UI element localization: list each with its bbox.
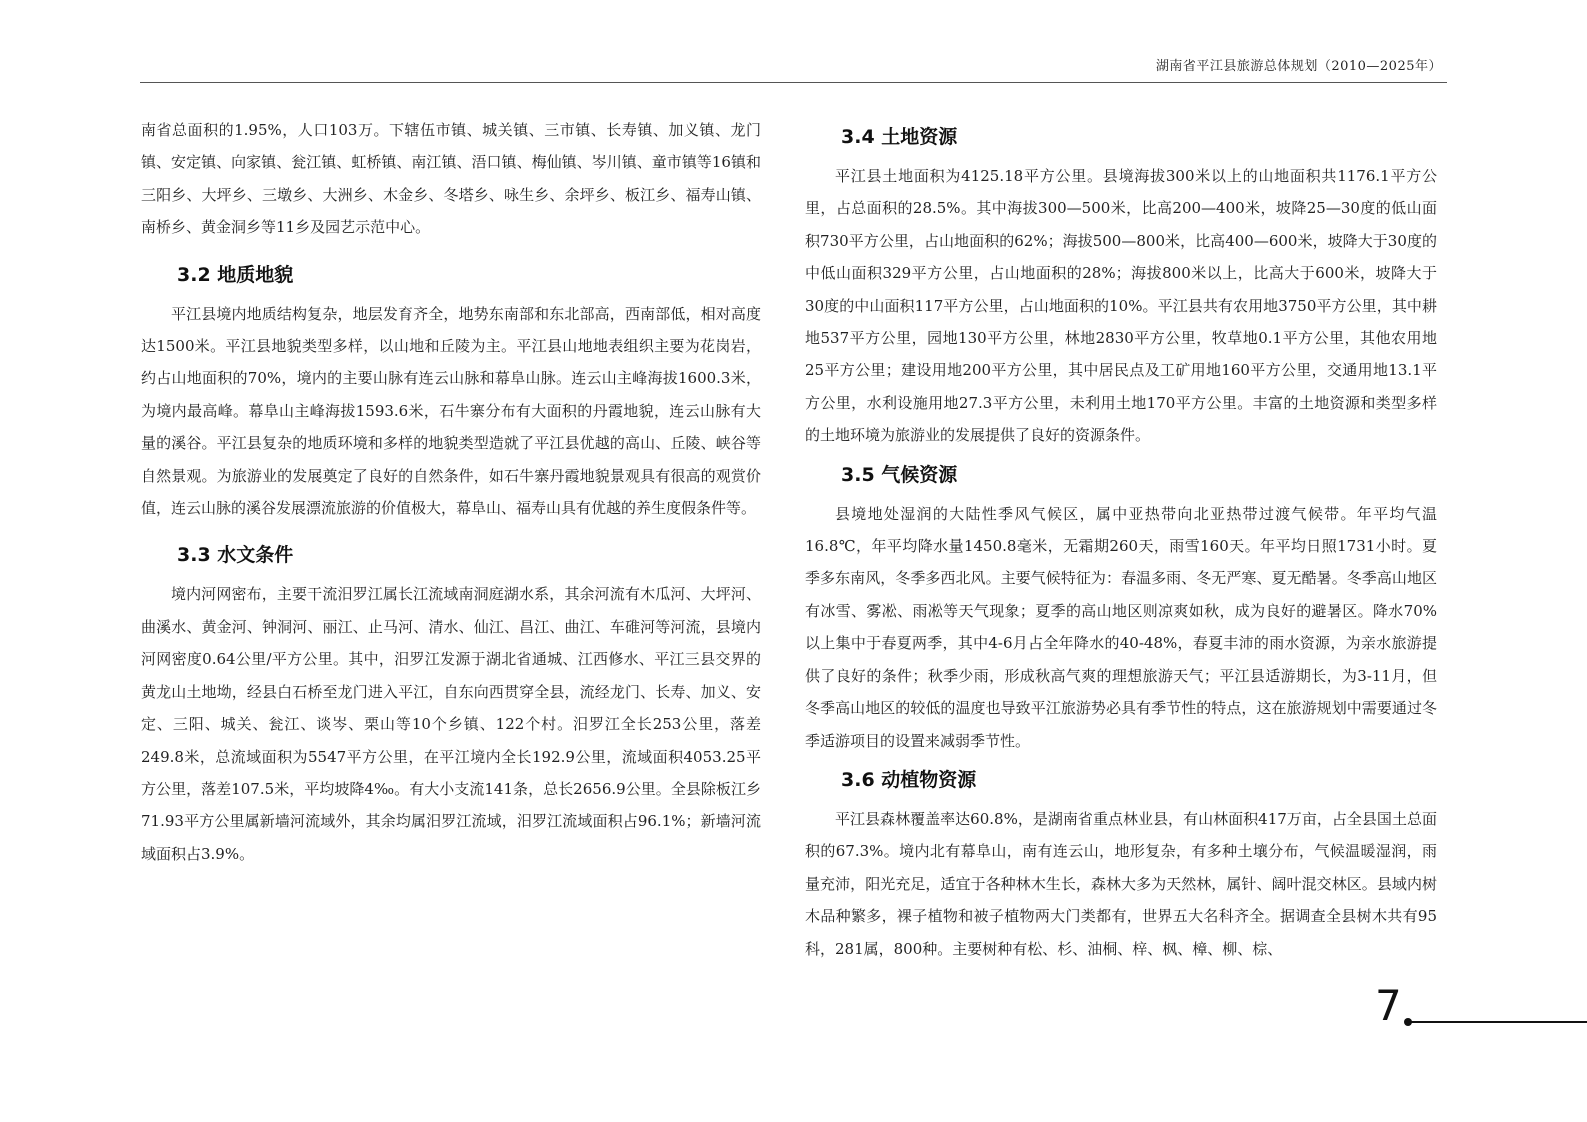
intro-paragraph: 南省总面积的1.95%，人口103万。下辖伍市镇、城关镇、三市镇、长寿镇、加义镇、龙门镇、安定镇、向家镇、瓮江镇、虹桥镇、南江镇、浯口镇、梅仙镇、岑川镇、童市镇等16镇和三阳乡、大坪乡、三墩乡、大洲乡、木金乡、冬塔乡、咏生乡、余坪乡、板江乡、福寿山镇、南桥乡、黄金洞乡等11乡及园艺示范中心。 [141, 121, 761, 237]
right-column [805, 114, 1437, 965]
section-heading-3-4: 3.4 土地资源 [841, 126, 958, 148]
section-paragraph-3-4: 平江县土地面积为4125.18平方公里。县境海拔300米以上的山地面积共1176.1平方公里，占总面积的28.5%。其中海拔300—500米，比高200—400米，坡降25—30度的低山面积730平方公里，占山地面积的62%；海拔500—800米，比高400—600米，坡降大于30度的中低山面积329平方公里，占山地面积的28%；海拔800米以上，比高大于600米，坡降大于30度的中山面积117平方公里，占山地面积的10%。平江县共有农用地3750平方公里，其中耕地537平方公里，园地130平方公里，林地2830平方公里，牧草地0.1平方公里，其他农用地25平方公里；建设用地200平方公里，其中居民点及工矿用地160平方公里，交通用地13.1平方公里，水利设施用地27.3平方公里，未利用土地170平方公里。丰富的土地资源和类型多样的土地环境为旅游业的发展提供了良好的资源条件。 [805, 167, 1437, 445]
section-heading-3-3: 3.3 水文条件 [177, 544, 294, 567]
section-heading-3-2: 3.2 地质地貌 [177, 263, 294, 286]
section-paragraph-3-6: 平江县森林覆盖率达60.8%，是湖南省重点林业县，有山林面积417万亩，占全县国土总面积的67.3%。境内北有幕阜山，南有连云山，地形复杂，有多种土壤分布，气候温暖湿润，雨量充沛，阳光充足，适宜于各种林木生长，森林大多为天然林，属针、阔叶混交林区。县域内树木品种繁多，裸子植物和被子植物两大门类都有，世界五大名科齐全。据调查全县树木共有95科，281属，800种。主要树种有松、杉、油桐、梓、枫、樟、柳、棕、 [805, 809, 1437, 958]
document-title: 湖南省平江县旅游总体规划（2010—2025年） [1155, 59, 1442, 74]
page-number: 7 [1375, 981, 1402, 1030]
section-paragraph-3-3: 境内河网密布，主要干流汨罗江属长江流域南洞庭湖水系，其余河流有木瓜河、大坪河、曲溪水、黄金河、钟洞河、丽江、止马河、清水、仙江、昌江、曲江、车碓河等河流，县境内河网密度0.64公里/平方公里。其中，汨罗江发源于湖北省通城、江西修水、平江三县交界的黄龙山土地坳，经县白石桥至龙门进入平江，自东向西贯穿全县，流经龙门、长寿、加义、安定、三阳、城关、瓮江、谈岑、栗山等10个乡镇、122个村。汨罗江全长253公里，落差249.8米，总流域面积为5547平方公里，在平江境内全长192.9公里，流域面积4053.25平方公里，落差107.5米，平均坡降4‰。有大小支流141条，总长2656.9公里。全县除板江乡71.93平方公里属新墙河流域外，其余均属汨罗江流域，汨罗江流域面积占96.1%；新墙河流域面积占3.9%。 [141, 585, 761, 863]
left-column [141, 114, 761, 870]
page-header [0, 0, 1587, 84]
header-divider [140, 82, 1447, 83]
section-heading-3-5: 3.5 气候资源 [841, 463, 958, 486]
section-paragraph-3-2: 平江县境内地质结构复杂，地层发育齐全，地势东南部和东北部高，西南部低，相对高度达1500米。平江县地貌类型多样，以山地和丘陵为主。平江县山地地表组织主要为花岗岩，约占山地面积的70%，境内的主要山脉有连云山脉和幕阜山脉。连云山主峰海拔1600.3米，为境内最高峰。幕阜山主峰海拔1593.6米，石牛寨分布有大面积的丹霞地貌，连云山脉有大量的溪谷。平江县复杂的地质环境和多样的地貌类型造就了平江县优越的高山、丘陵、峡谷等自然景观。为旅游业的发展奠定了良好的自然条件，如石牛寨丹霞地貌景观具有很高的观赏价值，连云山脉的溪谷发展漂流旅游的价值极大，幕阜山、福寿山具有优越的养生度假条件等。 [141, 304, 761, 518]
section-heading-3-6: 3.6 动植物资源 [841, 768, 977, 791]
section-paragraph-3-5: 县境地处湿润的大陆性季风气候区，属中亚热带向北亚热带过渡气候带。年平均气温16.8℃，年平均降水量1450.8毫米，无霜期260天，雨雪160天。年平均日照1731小时。夏季多东南风，冬季多西北风。主要气候特征为：春温多雨、冬无严寒、夏无酷暑。冬季高山地区有冰雪、雾凇、雨凇等天气现象；夏季的高山地区则凉爽如秋，成为良好的避暑区。降水70%以上集中于春夏两季，其中4-6月占全年降水的40-48%，春夏丰沛的雨水资源，为亲水旅游提供了良好的条件；秋季少雨，形成秋高气爽的理想旅游天气；平江县适游期长，为3-11月，但冬季高山地区的较低的温度也导致平江旅游势必具有季节性的特点，这在旅游规划中需要通过冬季适游项目的设置来减弱季节性。 [805, 504, 1437, 750]
page-number-rule [1410, 1021, 1587, 1023]
